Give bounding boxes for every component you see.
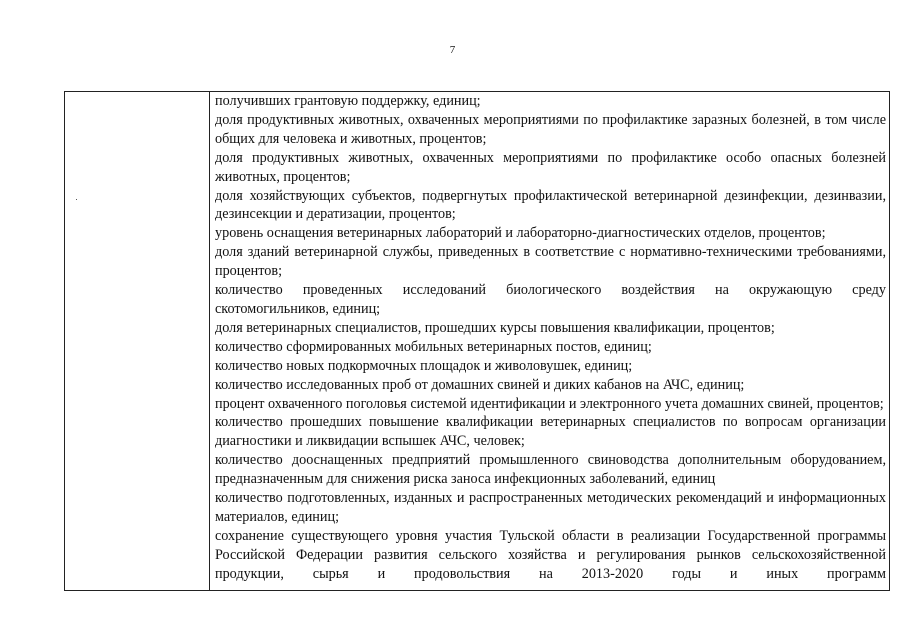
table-left-cell	[65, 92, 210, 590]
indicator-item: доля продуктивных животных, охваченных мероприятиями по профилактике особо опасных болезней животных, процентов;	[215, 149, 886, 185]
indicator-item: доля продуктивных животных, охваченных мероприятиями по профилактике заразных болезней, в том числе общих для человека и животных, процентов;	[215, 111, 886, 147]
table-right-cell	[210, 92, 889, 584]
indicator-item: количество дооснащенных предприятий промышленного свиноводства дополнительным оборудованием, предназначенным для снижения риска заноса инфекционных заболеваний, единиц	[215, 452, 886, 488]
indicator-item: количество подготовленных, изданных и распространенных методических рекомендаций и информационных материалов, единиц;	[215, 490, 886, 525]
indicator-item: процент охваченного поголовья системой идентификации и электронного учета домашних свиней, процентов;	[215, 395, 884, 412]
scan-speck	[76, 199, 77, 200]
indicator-item: доля хозяйствующих субъектов, подвергнутых профилактической ветеринарной дезинфекции, дезинвазии, дезинсекции и дератизации, процентов;	[215, 187, 886, 223]
indicator-item: получивших грантовую поддержку, единиц;	[215, 93, 481, 109]
indicator-item: количество проведенных исследований биологического воздействия на окружающую среду скотомогильников, единиц;	[215, 282, 886, 317]
indicators-table	[64, 91, 890, 591]
indicator-item: количество новых подкормочных площадок и живоловушек, единиц;	[215, 357, 633, 374]
indicator-item: доля зданий ветеринарной службы, приведенных в соответствие с нормативно-техническими требованиями, процентов;	[215, 244, 886, 280]
indicator-item: количество сформированных мобильных ветеринарных постов, единиц;	[215, 338, 652, 355]
indicator-item: доля ветеринарных специалистов, прошедших курсы повышения квалификации, процентов;	[215, 319, 775, 336]
page-number: 7	[449, 44, 456, 56]
indicator-item: количество прошедших повышение квалификации ветеринарных специалистов по вопросам организации диагностики и ликвидации вспышек АЧС, человек;	[215, 414, 886, 450]
indicator-item: уровень оснащения ветеринарных лабораторий и лабораторно-диагностических отделов, процентов;	[215, 225, 826, 242]
indicator-item: количество исследованных проб от домашних свиней и диких кабанов на АЧС, единиц;	[215, 376, 745, 393]
indicator-item: сохранение существующего уровня участия Тульской области в реализации Государственной программы Российской Федерации развития сельского хозяйства и регулирования рынков сельскохозяйственной продукции, сырья и продовольствия на 2013-2020 годы и иных программ	[215, 527, 886, 582]
